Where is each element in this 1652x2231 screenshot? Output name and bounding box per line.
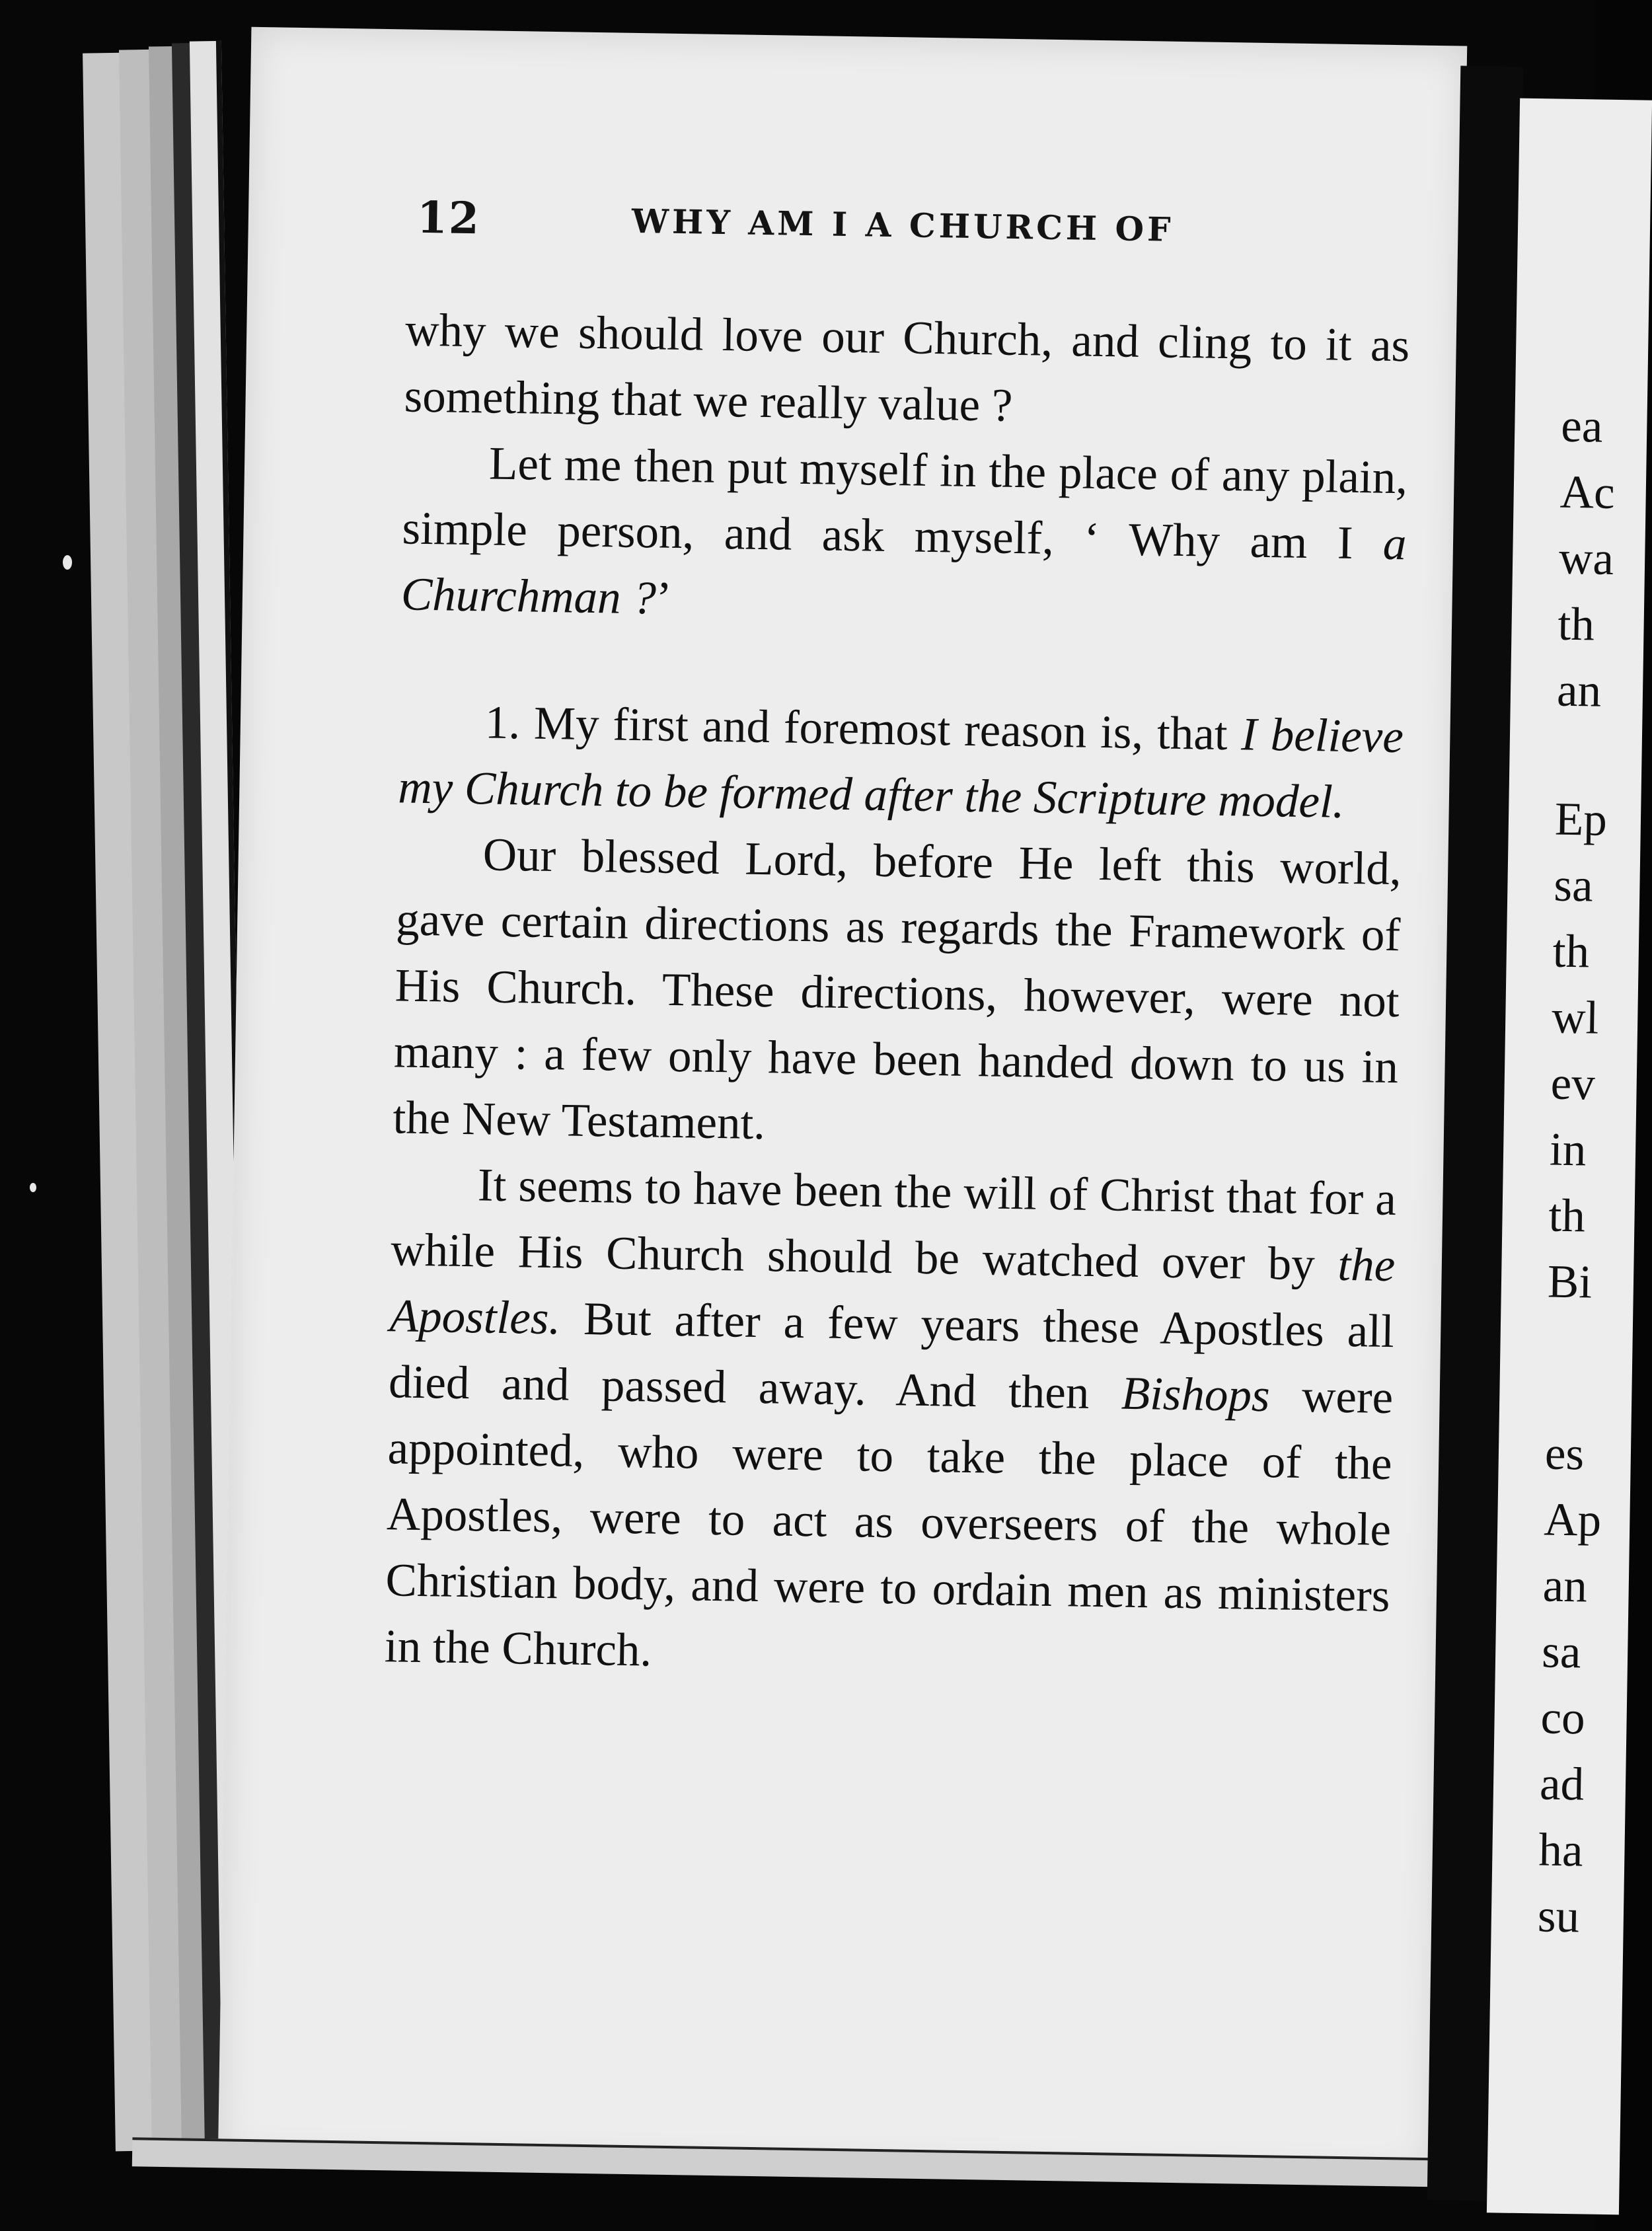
facing-page-fragment: Ap (1543, 1494, 1602, 1546)
text-span: ’ (656, 572, 673, 624)
facing-page-fragment: sa (1541, 1626, 1581, 1679)
text-span: Let me then put myself in the place of any plain, simple person, and ask myself, ‘ Why am I (401, 437, 1408, 570)
facing-page-fragment: in (1549, 1123, 1587, 1176)
running-head: WHY AM I A CHURCH OF (631, 201, 1175, 249)
facing-page-fragment: es (1544, 1427, 1585, 1480)
paragraph-1 (404, 297, 1410, 445)
paragraph-2 (400, 429, 1408, 643)
facing-page-fragment: th (1552, 925, 1590, 978)
text-span: But after a few years these Apostles all died and passed away. And then (388, 1293, 1395, 1419)
facing-page-fragment: th (1548, 1190, 1586, 1242)
facing-page-fragment: ha (1538, 1824, 1584, 1877)
page-number: 12 (416, 191, 481, 245)
facing-page-fragment: Bi (1547, 1256, 1593, 1308)
italic-span: a Churchman ? (400, 517, 1408, 624)
body-text (384, 297, 1410, 1695)
text-span: 1. My first and foremost reason is, that (484, 697, 1242, 761)
text-span: why we should love our Church, and cling to it as something that we really value ? (404, 304, 1410, 432)
italic-span: Bishops (1121, 1367, 1271, 1422)
italic-span: the Apostles. (389, 1238, 1396, 1345)
scan-speck (63, 555, 72, 570)
facing-page-fragment: sa (1553, 859, 1594, 912)
facing-page-fragment: wl (1551, 991, 1599, 1044)
text-span: It seems to have been the will of Christ that for a while His Church should be watched over by (390, 1159, 1397, 1291)
facing-page-fragment: an (1556, 664, 1602, 717)
left-page (218, 27, 1468, 2181)
facing-page-fragment: ad (1539, 1758, 1585, 1811)
facing-page-fragment: wa (1558, 532, 1614, 585)
paragraph-3 (398, 688, 1404, 836)
facing-page-fragment: su (1537, 1890, 1580, 1943)
facing-page-fragment: th (1558, 598, 1595, 651)
facing-page-fragment: an (1542, 1560, 1588, 1612)
paragraph-5 (384, 1151, 1396, 1695)
paragraph-4 (393, 820, 1402, 1166)
text-span: were appointed, who were to take the place of the Apostles, were to act as overseers of the whole Christian body, and were to ordain men as ministers in the Church. (384, 1370, 1394, 1677)
facing-page-fragment: Ac (1559, 466, 1616, 519)
facing-page-fragment: Ep (1554, 793, 1608, 846)
text-span: Our blessed Lord, before He left this world, gave certain directions as regards the Framework of His Church. These directions, however, were not many : a few only have been handed down to us in the New Testament. (392, 829, 1402, 1150)
italic-span: I believe my Church to be formed after the Scripture model. (397, 708, 1404, 828)
scan-speck (30, 1183, 36, 1192)
facing-page-fragment: ev (1550, 1057, 1596, 1110)
facing-page-fragment: ea (1560, 400, 1603, 453)
facing-page-fragment: co (1540, 1692, 1586, 1745)
page-header (416, 191, 1442, 249)
